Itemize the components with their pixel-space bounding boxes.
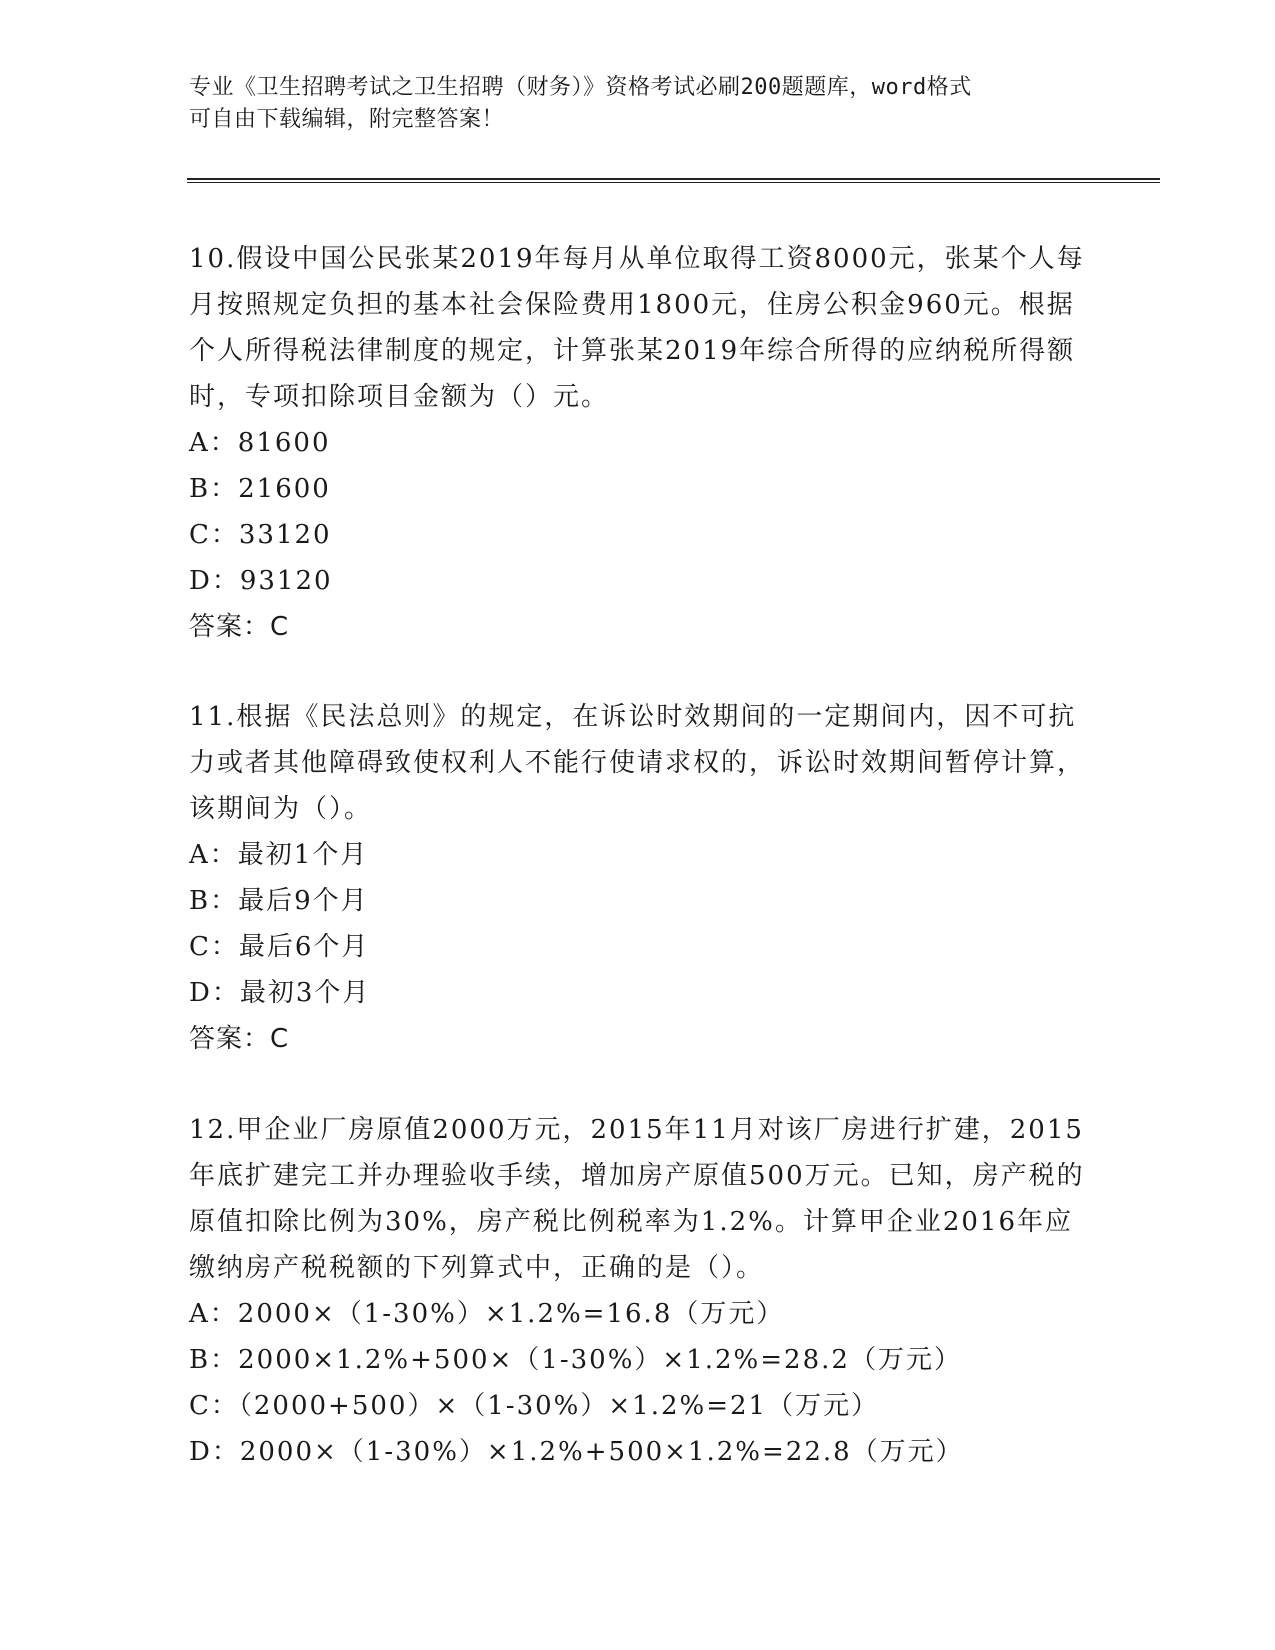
option-b: B：最后9个月 (189, 886, 369, 916)
option-a: A：81600 (189, 428, 331, 458)
question-stem: 10.假设中国公民张某2019年每月从单位取得工资8000元，张某个人每月按照规定负担的基本社会保险费用1800元，住房公积金960元。根据个人所得税法律制度的规定，计算张某2019年综合所得的应纳税所得额时，专项扣除项目金额为（）元。 (189, 244, 1085, 412)
question-stem: 11.根据《民法总则》的规定，在诉讼时效期间的一定期间内，因不可抗力或者其他障碍致使权利人不能行使请求权的，诉讼时效期间暂停计算，该期间为（）。 (189, 702, 1086, 824)
question-12 (189, 1107, 1089, 1475)
question-stem: 12.甲企业厂房原值2000万元，2015年11月对该厂房进行扩建，2015年底扩建完工并办理验收手续，增加房产原值500万元。已知，房产税的原值扣除比例为30%，房产税比例税率为1.2%。计算甲企业2016年应缴纳房产税税额的下列算式中，正确的是（）。 (189, 1115, 1085, 1283)
question-10 (189, 236, 1089, 650)
option-c: C：（2000+500）×（1-30%）×1.2%=21（万元） (189, 1391, 880, 1421)
option-d: D：2000×（1-30%）×1.2%+500×1.2%=22.8（万元） (189, 1437, 964, 1467)
option-c: C：最后6个月 (189, 932, 370, 962)
question-11 (189, 694, 1089, 1062)
document-header (189, 72, 1089, 136)
option-a: A：2000×（1-30%）×1.2%=16.8（万元） (189, 1299, 785, 1329)
option-a: A：最初1个月 (189, 840, 369, 870)
option-b: B：21600 (189, 474, 331, 504)
option-c: C：33120 (189, 520, 332, 550)
header-divider (187, 178, 1160, 183)
header-line-1: 专业《卫生招聘考试之卫生招聘（财务）》资格考试必刷200题题库，word格式 (189, 75, 972, 100)
header-line-2: 可自由下载编辑，附完整答案！ (189, 107, 505, 132)
answer: 答案：C (189, 612, 290, 642)
option-b: B：2000×1.2%+500×（1-30%）×1.2%=28.2（万元） (189, 1345, 962, 1375)
option-d: D：最初3个月 (189, 978, 371, 1008)
option-d: D：93120 (189, 566, 333, 596)
answer: 答案：C (189, 1024, 290, 1054)
